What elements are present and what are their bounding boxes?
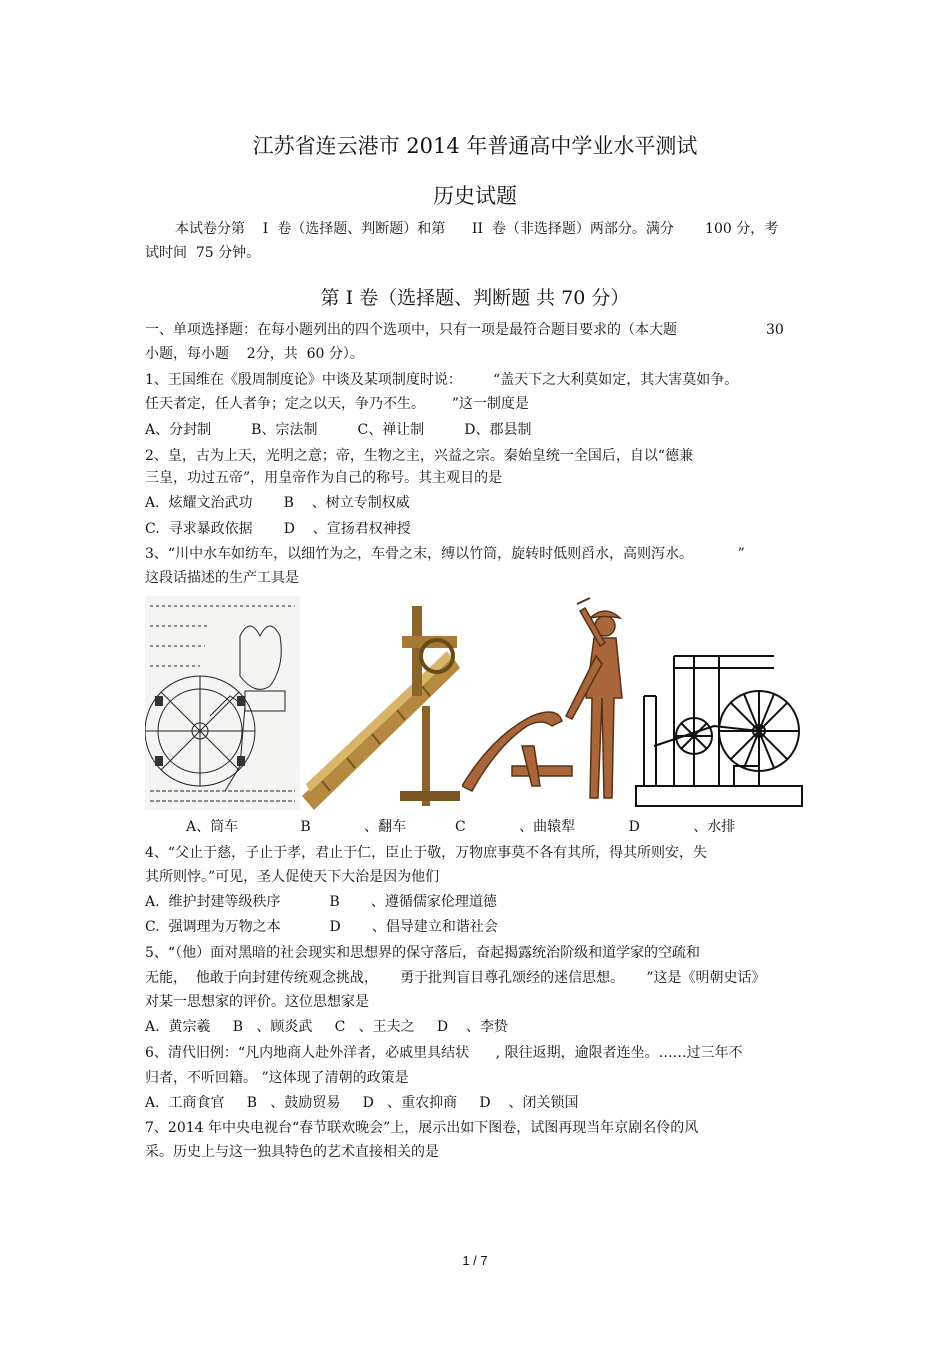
question-6-line-2: 归者，不听回籍。 ”这体现了清朝的政策是 bbox=[145, 1070, 409, 1086]
instruction-line-1: 一、单项选择题：在每小题列出的四个选项中，只有一项是最符合题目要求的（本大题 30 bbox=[145, 322, 784, 338]
question-5-line-1: 5、“（他）面对黑暗的社会现实和思想界的保守落后，奋起揭露统治阶级和道学家的空疏和 bbox=[145, 945, 701, 961]
page-number: 1 / 7 bbox=[462, 1253, 488, 1268]
exam-subtitle: 历史试题 bbox=[433, 184, 517, 208]
tongche-woodcut-image bbox=[145, 596, 300, 810]
question-1-line-2: 任天者定，任人者争；定之以天，争乃不生。 ”这一制度是 bbox=[145, 396, 529, 412]
question-3-images bbox=[145, 596, 805, 812]
question-5-line-2: 无能， 他敢于向封建传统观念挑战， 勇于批判盲目尊孔颂经的迷信思想。 ”这是《明朝史话》 bbox=[145, 970, 766, 986]
question-4-line-2: 其所则悖。”可见，圣人促使天下大治是因为他们 bbox=[145, 869, 440, 885]
question-4-line-1: 4、“父止于慈，子止于孝，君止于仁，臣止于敬，万物庶事莫不各有其所，得其所则安，失 bbox=[145, 845, 708, 861]
question-3-line-1: 3、“川中水车如纺车，以细竹为之，车骨之末，缚以竹筒，旋转时低则舀水，高则泻水。 ” bbox=[145, 546, 745, 562]
intro-line-1: 本试卷分第 I 卷（选择题、判断题）和第 II 卷（非选择题）两部分。满分 100 分，考 bbox=[175, 221, 779, 237]
question-2-line-1: 2、皇，古为上天，光明之意；帝，生物之主，兴益之宗。秦始皇统一全国后，自以“德兼 bbox=[145, 448, 694, 464]
question-6-options: A. 工商食官 B 、鼓励贸易 D 、重农抑商 D 、闭关锁国 bbox=[145, 1095, 579, 1111]
question-1-line-1: 1、王国维在《殷周制度论》中谈及某项制度时说： “盖天下之大利莫如定，其大害莫如争。 bbox=[145, 372, 739, 388]
question-6-line-1: 6、清代旧例：“凡内地商人赴外洋者，必戚里具结状 , 限往返期，逾限者连坐。……过三年不 bbox=[145, 1045, 743, 1061]
quyuanli-plough-image bbox=[462, 596, 632, 810]
question-2-line-2: 三皇，功过五帝”，用皇帝作为自己的称号。其主观目的是 bbox=[145, 470, 503, 486]
question-7-line-2: 采。历史上与这一独具特色的艺术直接相关的是 bbox=[145, 1144, 439, 1160]
question-1-options: A、分封制 B、宗法制 C、禅让制 D、郡县制 bbox=[145, 422, 532, 438]
shuipai-machine-image bbox=[634, 596, 805, 810]
section-title: 第 I 卷（选择题、判断题 共 70 分） bbox=[320, 287, 630, 309]
intro-line-2: 试时间 75 分钟。 bbox=[145, 245, 261, 261]
question-4-options-cd: C. 强调理为万物之本 D 、倡导建立和谐社会 bbox=[145, 919, 498, 935]
exam-title: 江苏省连云港市 2014 年普通高中学业水平测试 bbox=[252, 134, 698, 158]
question-7-line-1: 7、2014 年中央电视台“春节联欢晚会”上，展示出如下图卷，试图再现当年京剧名伶的风 bbox=[145, 1120, 699, 1136]
question-5-line-3: 对某一思想家的评价。这位思想家是 bbox=[145, 994, 369, 1010]
question-3-options: A、筒车 B 、翻车 C 、曲辕犁 D 、水排 bbox=[186, 819, 736, 835]
question-2-options-ab: A. 炫耀文治武功 B 、树立专制权威 bbox=[145, 495, 410, 511]
question-3-line-2: 这段话描述的生产工具是 bbox=[145, 570, 299, 586]
question-4-options-ab: A. 维护封建等级秩序 B 、遵循儒家伦理道德 bbox=[145, 894, 497, 910]
question-5-options: A. 黄宗羲 B 、顾炎武 C 、王夫之 D 、李贽 bbox=[145, 1019, 508, 1035]
fanche-model-image bbox=[302, 596, 460, 810]
question-2-options-cd: C. 寻求暴政依据 D 、宣扬君权神授 bbox=[145, 521, 411, 537]
instruction-line-2: 小题，每小题 2分，共 60 分）。 bbox=[145, 346, 364, 362]
